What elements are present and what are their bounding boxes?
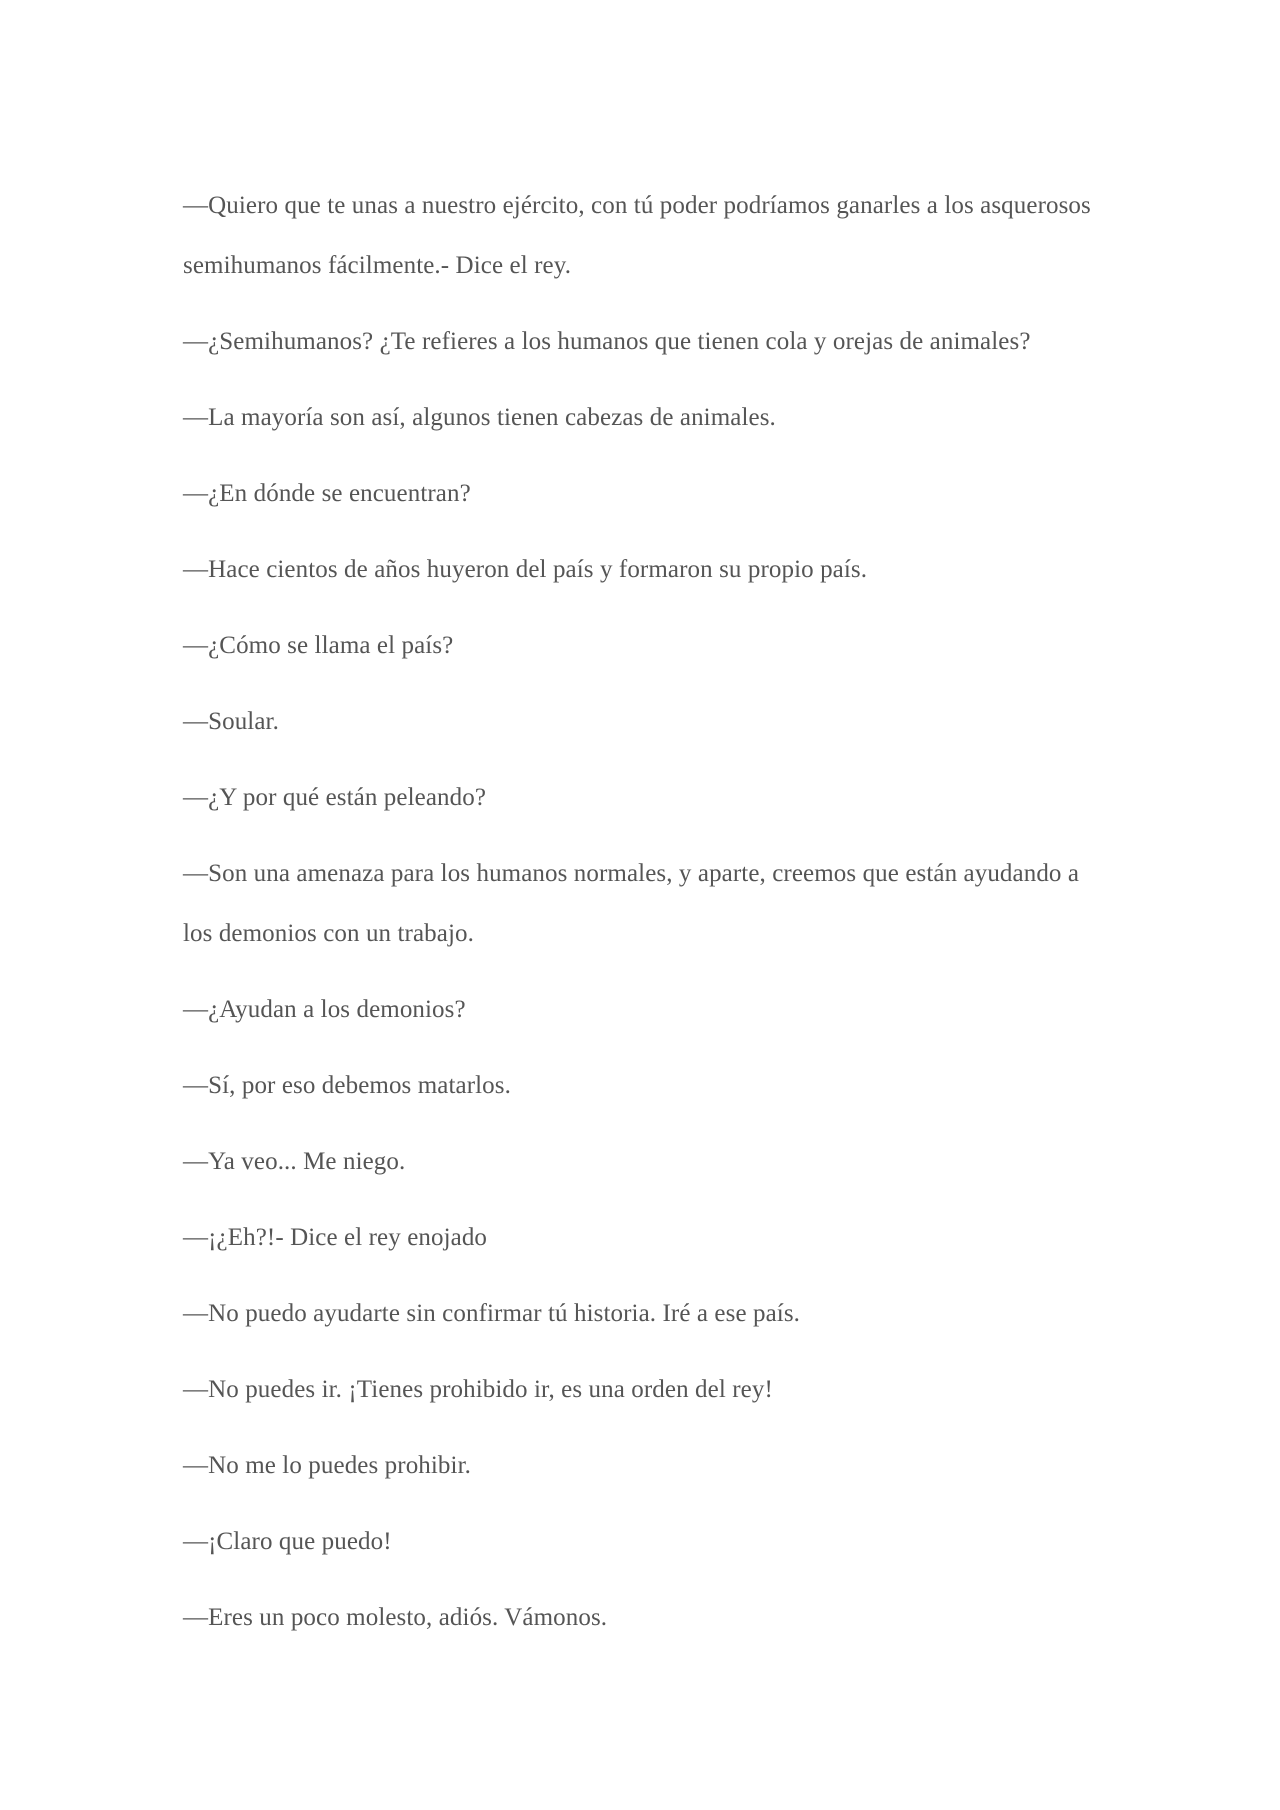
paragraph-2: —¿Semihumanos? ¿Te refieres a los humanos que tienen cola y orejas de animales? <box>183 328 1031 355</box>
paragraph-10: —¿Ayudan a los demonios? <box>183 996 466 1023</box>
paragraph-5: —Hace cientos de años huyeron del país y formaron su propio país. <box>183 556 868 583</box>
paragraph-17: —¡Claro que puedo! <box>183 1528 392 1555</box>
paragraph-9: —Son una amenaza para los humanos normales, y aparte, creemos que están ayudando a los demonios con un trabajo. <box>183 860 1080 947</box>
paragraph-12: —Ya veo... Me niego. <box>183 1148 406 1175</box>
paragraph-18: —Eres un poco molesto, adiós. Vámonos. <box>183 1604 608 1631</box>
document-body <box>183 176 1103 1664</box>
paragraph-15: —No puedes ir. ¡Tienes prohibido ir, es una orden del rey! <box>183 1376 773 1403</box>
paragraph-8: —¿Y por qué están peleando? <box>183 784 487 811</box>
paragraph-11: —Sí, por eso debemos matarlos. <box>183 1072 511 1099</box>
paragraph-4: —¿En dónde se encuentran? <box>183 480 471 507</box>
paragraph-14: —No puedo ayudarte sin confirmar tú historia. Iré a ese país. <box>183 1300 801 1327</box>
paragraph-3: —La mayoría son así, algunos tienen cabezas de animales. <box>183 404 776 431</box>
paragraph-1: —Quiero que te unas a nuestro ejército, con tú poder podríamos ganarles a los asquerosos semihumanos fácilmente.- Dice el rey. <box>183 192 1091 279</box>
paragraph-13: —¡¿Eh?!- Dice el rey enojado <box>183 1224 488 1251</box>
paragraph-16: —No me lo puedes prohibir. <box>183 1452 471 1479</box>
paragraph-6: —¿Cómo se llama el país? <box>183 632 454 659</box>
paragraph-7: —Soular. <box>183 708 279 735</box>
